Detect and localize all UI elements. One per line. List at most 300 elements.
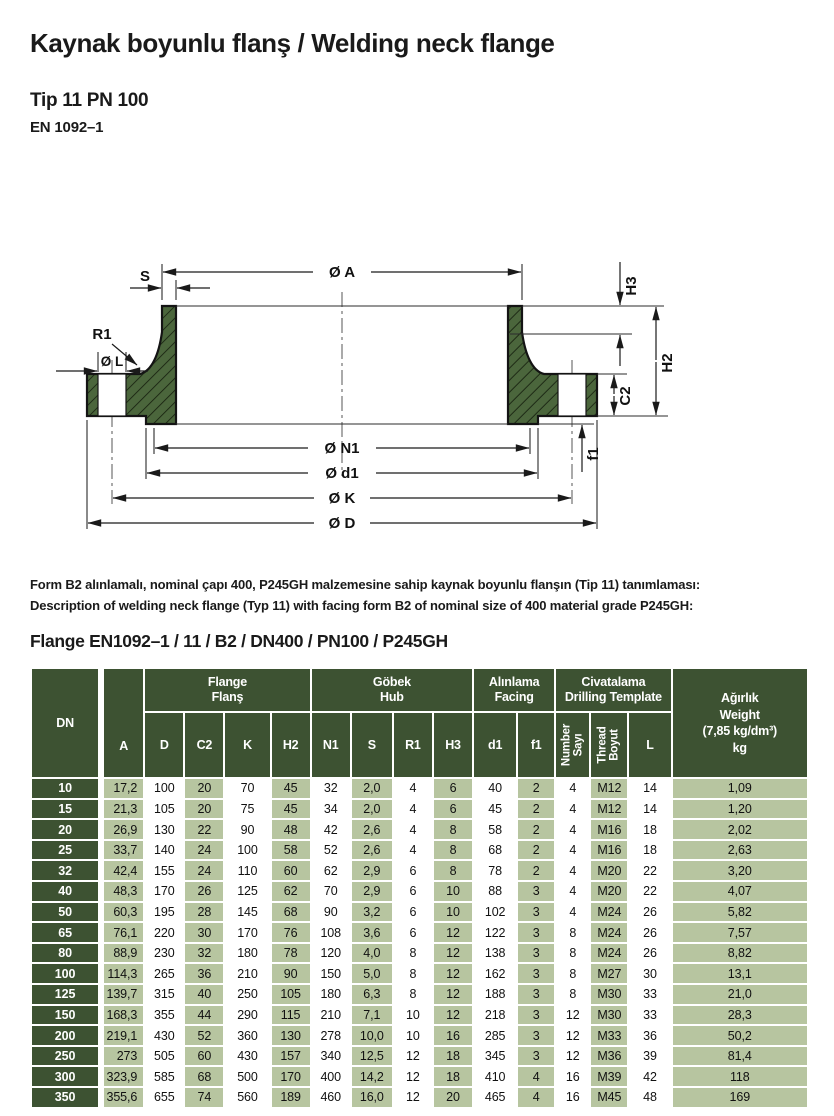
table-cell: M24 bbox=[591, 923, 627, 942]
row-header-dn: 32 bbox=[32, 861, 98, 880]
row-header-dn: 65 bbox=[32, 923, 98, 942]
table-row bbox=[32, 923, 807, 942]
table-cell: 6 bbox=[434, 779, 472, 798]
table-cell: 26,9 bbox=[104, 820, 143, 839]
group-facing-en: Facing bbox=[494, 690, 534, 705]
column-gap bbox=[100, 985, 102, 1004]
table-cell: 2 bbox=[518, 861, 554, 880]
table-cell: 120 bbox=[312, 944, 350, 963]
table-cell: 60 bbox=[272, 861, 310, 880]
table-cell: 4 bbox=[556, 882, 589, 901]
table-cell: 138 bbox=[474, 944, 516, 963]
table-cell: 40 bbox=[474, 779, 516, 798]
weight-header-tr: Ağırlık bbox=[721, 691, 759, 706]
table-cell: 70 bbox=[312, 882, 350, 901]
table-cell: 70 bbox=[225, 779, 269, 798]
table-cell: 28 bbox=[185, 903, 223, 922]
table-cell: 6,3 bbox=[352, 985, 392, 1004]
table-cell: 8 bbox=[394, 964, 432, 983]
table-cell: 360 bbox=[225, 1026, 269, 1045]
table-cell: 2 bbox=[518, 841, 554, 860]
table-cell: 20 bbox=[185, 779, 223, 798]
table-cell: 8 bbox=[556, 964, 589, 983]
table-row bbox=[32, 985, 807, 1004]
table-cell: 76 bbox=[272, 923, 310, 942]
table-cell: 58 bbox=[272, 841, 310, 860]
table-cell: 4 bbox=[394, 779, 432, 798]
description-english: Description of welding neck flange (Typ 11) with facing form B2 of nominal size of 400 material grade P245GH: bbox=[30, 598, 694, 614]
row-header-dn: 40 bbox=[32, 882, 98, 901]
table-cell: 2,63 bbox=[673, 841, 807, 860]
table-cell: M20 bbox=[591, 882, 627, 901]
table-cell: 3 bbox=[518, 1026, 554, 1045]
table-row bbox=[32, 964, 807, 983]
table-cell: 21,3 bbox=[104, 800, 143, 819]
table-cell: 230 bbox=[145, 944, 183, 963]
table-cell: 3 bbox=[518, 964, 554, 983]
table-cell: 26 bbox=[629, 923, 670, 942]
table-cell: 170 bbox=[145, 882, 183, 901]
table-cell: 460 bbox=[312, 1088, 350, 1107]
table-cell: 102 bbox=[474, 903, 516, 922]
table-cell: 90 bbox=[312, 903, 350, 922]
dim-label-d1: Ø d1 bbox=[325, 465, 359, 482]
table-cell: 26 bbox=[629, 944, 670, 963]
column-gap bbox=[100, 669, 102, 777]
row-header-dn: 250 bbox=[32, 1047, 98, 1066]
row-header-dn: 300 bbox=[32, 1067, 98, 1086]
table-cell: 12 bbox=[394, 1067, 432, 1086]
table-cell: 560 bbox=[225, 1088, 269, 1107]
row-header-dn: 20 bbox=[32, 820, 98, 839]
table-cell: 3 bbox=[518, 985, 554, 1004]
table-cell: 2,0 bbox=[352, 779, 392, 798]
table-cell: 500 bbox=[225, 1067, 269, 1086]
type-pressure-subtitle: Tip 11 PN 100 bbox=[30, 90, 149, 111]
dim-label-S: S bbox=[139, 268, 151, 285]
table-cell: 3 bbox=[518, 1047, 554, 1066]
table-cell: 1,09 bbox=[673, 779, 807, 798]
table-cell: 16 bbox=[556, 1067, 589, 1086]
table-cell: 12 bbox=[394, 1088, 432, 1107]
table-cell: M36 bbox=[591, 1047, 627, 1066]
technical-drawing bbox=[42, 234, 687, 539]
table-cell: 210 bbox=[312, 1006, 350, 1025]
table-cell: 45 bbox=[272, 800, 310, 819]
table-cell: 16 bbox=[556, 1088, 589, 1107]
table-cell: 12 bbox=[394, 1047, 432, 1066]
table-cell: 505 bbox=[145, 1047, 183, 1066]
bolt-hole-left bbox=[98, 374, 126, 416]
table-cell: 3 bbox=[518, 1006, 554, 1025]
table-cell: 45 bbox=[272, 779, 310, 798]
table-cell: 6 bbox=[434, 800, 472, 819]
col-header-dn: DN bbox=[32, 669, 98, 777]
table-cell: 180 bbox=[225, 944, 269, 963]
table-cell: 88 bbox=[474, 882, 516, 901]
table-cell: 130 bbox=[272, 1026, 310, 1045]
table-cell: 52 bbox=[185, 1026, 223, 1045]
table-cell: 12 bbox=[434, 923, 472, 942]
col-header-l: L bbox=[629, 713, 670, 777]
table-cell: 2 bbox=[518, 779, 554, 798]
table-cell: 4 bbox=[556, 841, 589, 860]
col-header-d1: d1 bbox=[474, 713, 516, 777]
table-cell: 18 bbox=[434, 1067, 472, 1086]
table-cell: 145 bbox=[225, 903, 269, 922]
table-cell: M24 bbox=[591, 903, 627, 922]
table-cell: 6 bbox=[394, 903, 432, 922]
table-cell: 8 bbox=[434, 820, 472, 839]
group-flange-tr: Flanş bbox=[211, 690, 244, 705]
table-cell: 18 bbox=[629, 841, 670, 860]
table-cell: 45 bbox=[474, 800, 516, 819]
table-cell: 8,82 bbox=[673, 944, 807, 963]
table-cell: 48,3 bbox=[104, 882, 143, 901]
row-header-dn: 15 bbox=[32, 800, 98, 819]
table-cell: 21,0 bbox=[673, 985, 807, 1004]
table-cell: 3 bbox=[518, 923, 554, 942]
dim-label-K: Ø K bbox=[328, 490, 356, 507]
table-cell: 188 bbox=[474, 985, 516, 1004]
table-cell: 105 bbox=[145, 800, 183, 819]
table-cell: 42 bbox=[629, 1067, 670, 1086]
dim-label-A: Ø A bbox=[328, 264, 356, 281]
table-cell: 12 bbox=[434, 985, 472, 1004]
dim-label-N1: Ø N1 bbox=[324, 440, 360, 457]
table-cell: 219,1 bbox=[104, 1026, 143, 1045]
table-cell: M12 bbox=[591, 800, 627, 819]
col-header-h2: H2 bbox=[272, 713, 310, 777]
table-cell: 4 bbox=[556, 861, 589, 880]
table-cell: 3 bbox=[518, 944, 554, 963]
table-cell: 400 bbox=[312, 1067, 350, 1086]
table-cell: 14,2 bbox=[352, 1067, 392, 1086]
table-cell: 12 bbox=[434, 1006, 472, 1025]
group-drilling-en: Drilling Template bbox=[564, 690, 662, 705]
table-cell: 36 bbox=[629, 1026, 670, 1045]
column-gap bbox=[100, 1047, 102, 1066]
table-cell: 655 bbox=[145, 1088, 183, 1107]
table-cell: M27 bbox=[591, 964, 627, 983]
row-header-dn: 200 bbox=[32, 1026, 98, 1045]
table-cell: 36 bbox=[185, 964, 223, 983]
table-cell: 10 bbox=[394, 1006, 432, 1025]
table-cell: 2,6 bbox=[352, 841, 392, 860]
table-cell: 265 bbox=[145, 964, 183, 983]
col-header-thread bbox=[591, 713, 627, 777]
table-cell: 17,2 bbox=[104, 779, 143, 798]
col-header-f1: f1 bbox=[518, 713, 554, 777]
table-cell: 4 bbox=[556, 903, 589, 922]
table-cell: 125 bbox=[225, 882, 269, 901]
table-row bbox=[32, 861, 807, 880]
row-header-dn: 150 bbox=[32, 1006, 98, 1025]
flange-designation-heading: Flange EN1092–1 / 11 / B2 / DN400 / PN100 / P245GH bbox=[30, 631, 448, 652]
flange-table-body bbox=[32, 779, 807, 1107]
table-cell: 3,20 bbox=[673, 861, 807, 880]
table-cell: M24 bbox=[591, 944, 627, 963]
table-cell: 108 bbox=[312, 923, 350, 942]
group-hub-en: Hub bbox=[380, 690, 404, 705]
table-cell: 20 bbox=[185, 800, 223, 819]
table-cell: 10 bbox=[394, 1026, 432, 1045]
table-cell: 7,57 bbox=[673, 923, 807, 942]
column-gap bbox=[100, 841, 102, 860]
row-header-dn: 80 bbox=[32, 944, 98, 963]
col-header-k: K bbox=[225, 713, 269, 777]
table-cell: 210 bbox=[225, 964, 269, 983]
table-row bbox=[32, 820, 807, 839]
table-cell: M12 bbox=[591, 779, 627, 798]
table-cell: 33 bbox=[629, 1006, 670, 1025]
table-cell: 100 bbox=[145, 779, 183, 798]
table-cell: 20 bbox=[434, 1088, 472, 1107]
table-cell: 155 bbox=[145, 861, 183, 880]
column-gap bbox=[100, 882, 102, 901]
table-cell: 42 bbox=[312, 820, 350, 839]
column-gap bbox=[100, 964, 102, 983]
table-cell: 88,9 bbox=[104, 944, 143, 963]
table-cell: 585 bbox=[145, 1067, 183, 1086]
table-cell: 18 bbox=[629, 820, 670, 839]
column-gap bbox=[100, 903, 102, 922]
table-cell: 2,02 bbox=[673, 820, 807, 839]
table-cell: 285 bbox=[474, 1026, 516, 1045]
table-cell: 40 bbox=[185, 985, 223, 1004]
table-cell: 4,0 bbox=[352, 944, 392, 963]
column-gap bbox=[100, 820, 102, 839]
table-cell: 218 bbox=[474, 1006, 516, 1025]
table-cell: 8 bbox=[394, 985, 432, 1004]
page-title: Kaynak boyunlu flanş / Welding neck flange bbox=[30, 28, 555, 58]
table-cell: 110 bbox=[225, 861, 269, 880]
group-facing-tr: Alınlama bbox=[488, 675, 540, 690]
table-cell: 4 bbox=[556, 820, 589, 839]
table-row bbox=[32, 800, 807, 819]
table-cell: M20 bbox=[591, 861, 627, 880]
table-cell: 22 bbox=[629, 882, 670, 901]
column-gap bbox=[100, 1067, 102, 1086]
group-drilling-tr: Civatalama bbox=[581, 675, 646, 690]
table-cell: 62 bbox=[312, 861, 350, 880]
col-header-c2: C2 bbox=[185, 713, 223, 777]
group-hub-tr: Göbek bbox=[372, 675, 411, 690]
table-cell: 62 bbox=[272, 882, 310, 901]
table-cell: 315 bbox=[145, 985, 183, 1004]
table-cell: 6 bbox=[394, 861, 432, 880]
table-cell: 12 bbox=[434, 944, 472, 963]
table-cell: 8 bbox=[434, 861, 472, 880]
table-row bbox=[32, 779, 807, 798]
standard-reference: EN 1092–1 bbox=[30, 119, 104, 136]
table-cell: 5,82 bbox=[673, 903, 807, 922]
col-header-r1: R1 bbox=[394, 713, 432, 777]
table-cell: 4 bbox=[394, 800, 432, 819]
table-cell: 44 bbox=[185, 1006, 223, 1025]
table-cell: 12 bbox=[556, 1006, 589, 1025]
group-flange-en: Flange bbox=[207, 675, 247, 690]
table-cell: 7,1 bbox=[352, 1006, 392, 1025]
table-cell: 76,1 bbox=[104, 923, 143, 942]
table-cell: 60,3 bbox=[104, 903, 143, 922]
table-cell: 140 bbox=[145, 841, 183, 860]
table-cell: 6 bbox=[394, 923, 432, 942]
weight-header-density: (7,85 kg/dm³) bbox=[702, 724, 778, 739]
table-cell: 30 bbox=[185, 923, 223, 942]
table-cell: 33 bbox=[629, 985, 670, 1004]
row-header-dn: 125 bbox=[32, 985, 98, 1004]
column-gap bbox=[100, 1026, 102, 1045]
column-gap bbox=[100, 779, 102, 798]
row-header-dn: 50 bbox=[32, 903, 98, 922]
col-header-number bbox=[556, 713, 589, 777]
table-cell: 168,3 bbox=[104, 1006, 143, 1025]
table-cell: 30 bbox=[629, 964, 670, 983]
table-cell: 2,6 bbox=[352, 820, 392, 839]
table-cell: 34 bbox=[312, 800, 350, 819]
table-cell: M33 bbox=[591, 1026, 627, 1045]
table-cell: 78 bbox=[474, 861, 516, 880]
table-cell: 8 bbox=[556, 985, 589, 1004]
table-cell: M16 bbox=[591, 841, 627, 860]
table-cell: 68 bbox=[185, 1067, 223, 1086]
table-row bbox=[32, 944, 807, 963]
table-cell: 28,3 bbox=[673, 1006, 807, 1025]
table-cell: 323,9 bbox=[104, 1067, 143, 1086]
flange-dimension-table bbox=[30, 667, 809, 1109]
table-cell: 6 bbox=[394, 882, 432, 901]
table-cell: 24 bbox=[185, 861, 223, 880]
table-cell: 220 bbox=[145, 923, 183, 942]
table-cell: 4 bbox=[556, 779, 589, 798]
table-cell: 122 bbox=[474, 923, 516, 942]
table-cell: 68 bbox=[474, 841, 516, 860]
table-cell: 39 bbox=[629, 1047, 670, 1066]
table-cell: 355,6 bbox=[104, 1088, 143, 1107]
table-cell: 345 bbox=[474, 1047, 516, 1066]
group-header-drilling bbox=[556, 669, 670, 711]
table-cell: 3 bbox=[518, 903, 554, 922]
table-cell: 26 bbox=[185, 882, 223, 901]
table-cell: 4 bbox=[394, 820, 432, 839]
table-cell: 90 bbox=[272, 964, 310, 983]
table-cell: 118 bbox=[673, 1067, 807, 1086]
table-cell: 8 bbox=[434, 841, 472, 860]
table-cell: 2,9 bbox=[352, 861, 392, 880]
table-cell: 1,20 bbox=[673, 800, 807, 819]
table-cell: 12,5 bbox=[352, 1047, 392, 1066]
table-cell: 33,7 bbox=[104, 841, 143, 860]
dim-label-C2: C2 bbox=[617, 386, 634, 406]
table-cell: 114,3 bbox=[104, 964, 143, 983]
table-cell: 50,2 bbox=[673, 1026, 807, 1045]
description-turkish: Form B2 alınlamalı, nominal çapı 400, P245GH malzemesine sahip kaynak boyunlu flanşın (Tip 11) tanımlaması: bbox=[30, 577, 701, 592]
table-cell: 24 bbox=[185, 841, 223, 860]
table-cell: M39 bbox=[591, 1067, 627, 1086]
table-cell: 170 bbox=[272, 1067, 310, 1086]
col-header-a: A bbox=[104, 669, 143, 777]
table-cell: 48 bbox=[629, 1088, 670, 1107]
table-cell: 115 bbox=[272, 1006, 310, 1025]
dim-label-L: Ø L bbox=[100, 354, 124, 369]
table-cell: 157 bbox=[272, 1047, 310, 1066]
table-cell: 355 bbox=[145, 1006, 183, 1025]
dim-label-D: Ø D bbox=[328, 515, 356, 532]
table-cell: 2 bbox=[518, 800, 554, 819]
table-cell: 75 bbox=[225, 800, 269, 819]
bolt-hole-right bbox=[558, 374, 586, 416]
weight-header-en: Weight bbox=[719, 707, 760, 722]
table-cell: 105 bbox=[272, 985, 310, 1004]
dim-label-R1: R1 bbox=[92, 326, 112, 343]
table-cell: 4 bbox=[518, 1067, 554, 1086]
table-cell: 2 bbox=[518, 820, 554, 839]
table-cell: 3,2 bbox=[352, 903, 392, 922]
table-cell: 18 bbox=[434, 1047, 472, 1066]
table-cell: 4 bbox=[556, 800, 589, 819]
table-cell: 10,0 bbox=[352, 1026, 392, 1045]
table-cell: 16 bbox=[434, 1026, 472, 1045]
column-gap bbox=[100, 861, 102, 880]
col-header-d: D bbox=[145, 713, 183, 777]
table-cell: 290 bbox=[225, 1006, 269, 1025]
dim-label-f1: f1 bbox=[585, 447, 602, 461]
table-cell: 4 bbox=[394, 841, 432, 860]
table-cell: M45 bbox=[591, 1088, 627, 1107]
table-cell: 10 bbox=[434, 903, 472, 922]
table-cell: 130 bbox=[145, 820, 183, 839]
table-cell: 2,0 bbox=[352, 800, 392, 819]
row-header-dn: 25 bbox=[32, 841, 98, 860]
col-header-h3: H3 bbox=[434, 713, 472, 777]
thread-header-en: Thread bbox=[596, 726, 609, 764]
table-cell: 22 bbox=[185, 820, 223, 839]
table-row bbox=[32, 1088, 807, 1107]
flange-cross-section-diagram bbox=[42, 234, 808, 544]
table-cell: M30 bbox=[591, 1006, 627, 1025]
table-row bbox=[32, 1026, 807, 1045]
dim-label-H2: H2 bbox=[659, 353, 676, 373]
table-cell: 12 bbox=[556, 1026, 589, 1045]
table-row bbox=[32, 1047, 807, 1066]
table-cell: 3 bbox=[518, 882, 554, 901]
table-cell: 273 bbox=[104, 1047, 143, 1066]
table-cell: 5,0 bbox=[352, 964, 392, 983]
table-cell: 68 bbox=[272, 903, 310, 922]
table-cell: 74 bbox=[185, 1088, 223, 1107]
table-cell: 340 bbox=[312, 1047, 350, 1066]
table-cell: 3,6 bbox=[352, 923, 392, 942]
table-row bbox=[32, 841, 807, 860]
description-paragraph bbox=[30, 574, 808, 616]
table-cell: M30 bbox=[591, 985, 627, 1004]
column-gap bbox=[100, 1088, 102, 1107]
group-header-flange bbox=[145, 669, 309, 711]
table-cell: 150 bbox=[312, 964, 350, 983]
table-cell: 162 bbox=[474, 964, 516, 983]
table-cell: 8 bbox=[556, 923, 589, 942]
table-cell: 42,4 bbox=[104, 861, 143, 880]
table-cell: 14 bbox=[629, 800, 670, 819]
table-cell: 430 bbox=[225, 1047, 269, 1066]
table-cell: 90 bbox=[225, 820, 269, 839]
column-gap bbox=[100, 944, 102, 963]
col-header-weight bbox=[673, 669, 807, 777]
table-cell: 180 bbox=[312, 985, 350, 1004]
weight-header-unit: kg bbox=[732, 740, 747, 755]
group-header-hub bbox=[312, 669, 472, 711]
